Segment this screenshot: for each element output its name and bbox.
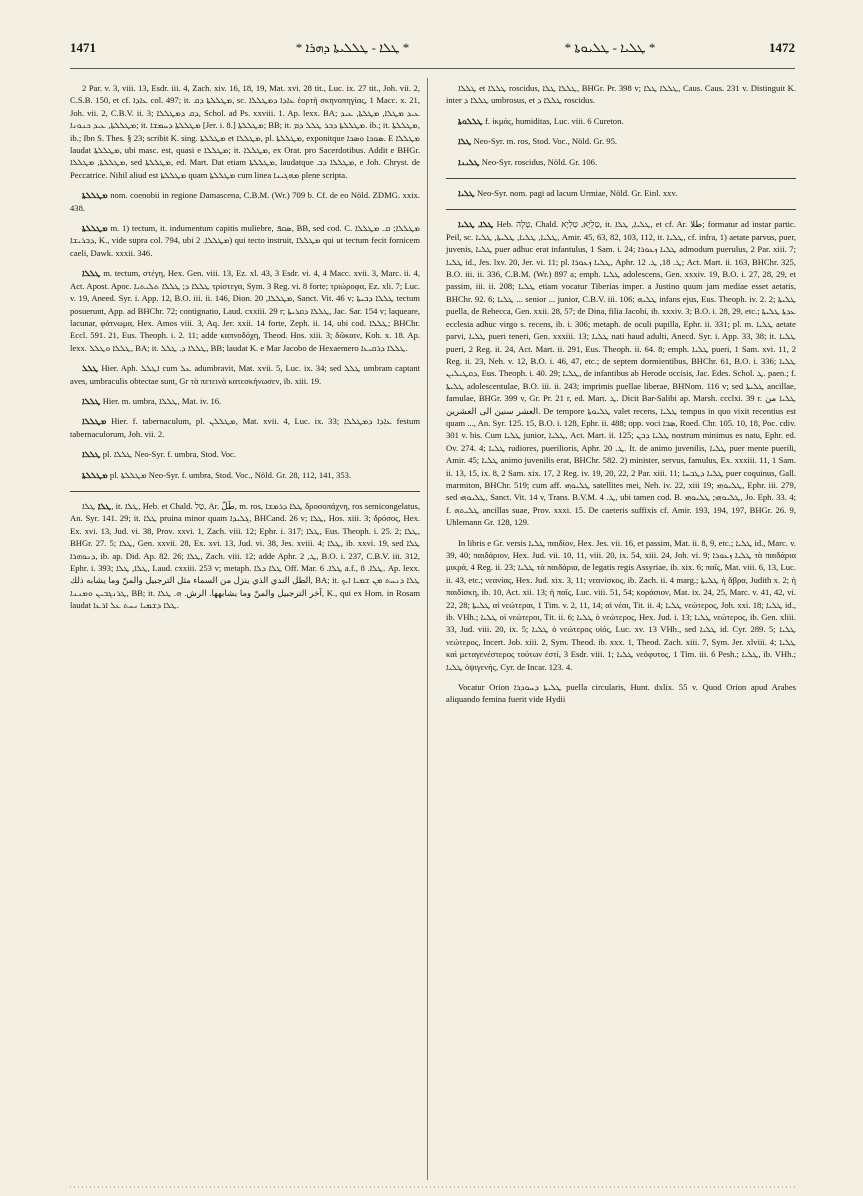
entry-text: ܛܠܠܐ et ܛܠܠܐ roscidus, ܛܠܠܐ ܛܠܐ, BHGr. Pr. 398 v; ܛܠܠܐ ܛܠܐ, Caus. Caus. 231 v. Distinguit K. inter ܛܠܠܐ ܕ umbrosus, et ܛܠܠܐ ܕ roscidus. [446,83,797,106]
entry-headword: ܛܠܝܢܐ [458,156,480,167]
entry-text: ܛܠܐ, it. ܛܠܐ, Heb. et Chald. טַל, Ar. طَلّ, m. ros, ܛܠܐ ܕܪܡܫܐ δροσοπάχνη, ros semicongelatus, An. Syr. 141. 29; it. ܛܠܐ pruina minor quam ܓܠܝܕܐ, BHCand. 26 v; ܛܠܐ, Hos. xiii. 3; δρόσος, Hex. Ex. xvi. 13, Jud. vi. 38, Prov. xxvi. 1, Zach. viii. 12; Ephr. i. 317; ܛܠܐ, Eus. Theoph. i. 25. 2; ܛܠܐ, BHGr. 27. 5; ܛܠܐ, Gen. xxvii. 28, Ex. xvi. 13, Jud. vi. 38, Jes. xviii. 4; ܛܠܐ, ib. xxvi. 19, sed ܛܠܐ ܕܢܘܗܪܐ, ib. ap. Did. Ap. 82. 26; ܛܠܐ, Zach. viii. 12; adde Aphr. ܛ, 2, B.O. i. 237, C.B.V. iii. 312, Ephr. i. 393; ܛܠܐ, ܛܠܐ, Laud. cxxiii. 253 v; metaph. ܛܠܐ ܕܠܐ Off. Mar. ܛܠܐ. 6 a.f., ܛܠܐ. 8. Ap. lexx. الطل الندي الذي ينزل من السماء مثل الترجبيل والمنّ وما يشابه ذلك, BA; it. ܛܠܐ ܕܢܚܬ ܡܢ ܫܡܝܐ ܐܝܟ ܛܪܢܓܒܝܢ ܘܡܢܢܐ, BB; it. آخر الترجبيل والمنّ وما يشابهها. الرش. ܗ. ܛܠܐ, K., qui ex Hom. in Rosam laudat ܛܠܐ ܕܫܡܝܐ ܢܚܬ ܥܠ ܐܪܥܐ. [70,500,421,611]
entry-text: Hier. Aph. ܐܛܠܠ cum ܥܠ adumbravit, Mat. xvii. 5, Luc. ix. 34; sed ܛܠܠ umbram captant aves, umbraculis obtectae sunt, Gr τὰ πετεινὰ κατεσκήνωσεν, ib. xiii. 19. [70,363,420,386]
left-column [70,82,420,620]
dictionary-entry [70,500,420,612]
entry-text: Vocatur Orion ܛܠܝܬܐ ܕܚܘܕܪܐ puella circularis, Hunt. dxlix. 55 v. Quod Orion apud Arabes aliquando femina fuerit vide Hydii [446,682,797,705]
dictionary-entry [70,469,420,481]
running-head-left: * ܛܠܐ - ܛܠܠܝܬܐ ܕܗܪܐ * [295,40,410,55]
right-column [446,82,796,714]
page-header [70,40,795,62]
page-number-right: 1472 [769,40,795,55]
entry-text: Neo-Syr. nom. pagi ad lacum Urmiae, Nöld. Gr. Einl. xxv. [476,188,678,199]
entry-divider [446,178,796,179]
entry-headword: ܛܠܠ [82,363,99,374]
dictionary-entry [70,82,420,181]
entry-text: m. 1) tectum, it. indumentum capitis muliebre, ܣܩܦ, BB, sed cod. C. ܡܛܠܠܐ; ܩ. ܡܛܠܠܐ ܕܒܪܝܫܐ, K., vide supra col. 794, ubi ܡܛܠܠܐ. 2) qui tecto instruit, ܡܛܠܠܐ qui ut tectum fecit fornicem caeli, Dawk. xxxii. 346. [70,223,421,258]
entry-headword: ܛܠܝܐ [458,188,475,199]
entry-text: pl. ܡܛܠܠܬܐ Neo-Syr. f. umbra, Stod. Voc., Nöld. Gr. 28, 112, 141, 353. [109,469,352,480]
column-divider [427,78,428,1180]
dictionary-entry [446,537,796,673]
entry-headword: ܛܠܐ [458,136,472,147]
entry-headword: ܛܠܐ, ܛܠܝܐ [458,219,494,230]
dictionary-entry [70,222,420,259]
entry-headword: ܡܛܠܠܬܐ [82,223,108,234]
dictionary-entry [446,135,796,147]
entry-headword: ܡܛܠܠܬܐ [82,469,108,480]
dictionary-entry [446,187,796,199]
header-rule [70,68,795,69]
dictionary-entry [70,189,420,214]
entry-headword: ܛܠܠܘܬܐ [458,115,483,126]
entry-text: Neo-Syr. m. ros, Stod. Voc., Nöld. Gr. 95. [473,136,618,147]
entry-text: f. ἰκμάς, humiditas, Luc. viii. 6 Cureton. [485,115,624,126]
dictionary-entry [446,681,796,706]
entry-text: Hier. m. umbra, ܛܠܠܐ, Mat. iv. 16. [102,395,222,406]
entry-divider [446,209,796,210]
entry-text: m. tectum, στέγη, Hex. Gen. viii. 13, Ez. xl. 43, 3 Esdr. vi. 4, 4 Macc. xvii. 3, Marc. ii. 4, Act. Apost. Apoc. ܛܠܠܐ ܕ; ܛܠܠܐ ܬܠܝܬܝܐ τρίστεγα, Sym. 3 Reg. vi. 8 forte; τριώροφα, Ez. xli. 7; Luc. v. 19, Aneed. Syr. i. App. 12, B.O. iii. ii. 146, Dion. ܡܛܠܠܐ, 20, Sanct. Vit. 46 v; ܛܠܠܐ ܕܒܝܬܐ tectum posuerunt, App. ad BHChr. 72; contignatio, Laud. cxxiii. 29 r; ܛܠܠܐ ܕܩܪܝܬܐ, Jac. Sar. 154 v; laqueare, lacunar, φάτνωμα, Hex. Amos viii. 3, Aq. Jer. xxii. 14 forte, Zeph. ii. 14, ubi cod. ܛܠܠܐ; BHChr. Eccl. 591. 21, Eus. Theoph. i. 2. 11; adde καπνοδόχη, Theod. Hos. xiii. 3; δῶκαιν, Koh. x. 18. Ap. lexx. ܛܠܠܐ ܘܛܠܠ, BA; it. ܛܠܠܐ ܕ. ܛܠܠ, BB; laudat K. e Mar Jacobo de Hexaemero ܛܠܠܐ ܕܪܩܝܥܐ. [70,268,421,353]
entry-text: nom. coenobii in regione Damascena, C.B.M. (Wr.) 709 b. Cf. de eo Nöld. ZDMG. xxix. 438. [70,190,420,213]
page-number-left: 1471 [70,40,96,55]
entry-headword: ܛܠܐ [97,500,112,511]
entry-headword: ܛܠܠܐ [82,449,101,460]
entry-text: pl. ܛܠܠܐ Neo-Syr. f. umbra, Stod. Voc. [102,449,236,460]
dictionary-entry [70,415,420,440]
dictionary-entry [70,362,420,387]
entry-headword: ܡܛܠܠܬܐ [82,190,108,201]
dictionary-entry [446,218,796,528]
entry-text: Heb. טָלֶה, Chald. טַלְיָא, טַלְיָא, it. ܛܠܝܐ, ܛܠܐ, et cf. Ar. طلا; formatur ad instar partic. Peil, sc. ܛܠܝܐ, ܛܠܝܐ, ܛܠܝܬܐ, ܛܠܝܐ, Amir. 45, 63, 82, 103, 112, it. ܛܠܝܐ, cf. infra, 1) aetate parvus, puer, juvenis, ܛܠܝܐ puer adhuc erat infantulus, 1 Sam. i. 24; ܛܠܝܐ ܙܥܘܪܐ admodum puerulus, 2 Par. xiii. 7; ܛܠܝܐ id., Jes. lxv. 20, Jer. vi. 11; pl. ܛܠܝܐ ܙܥܘܪܐ, Aphr. ܛ. 18, ܛ. 12; Act. Mart. ii. 163, BHChr. 325, B.O. iii. ii. 336, C.B.M. (Wr.) 897 a; emph. ܛܠܝܐ adolescens, Gen. xxxiv. 19, B.O. i. 27, 28, 29, et passim, iii. ii. 208; ܛܠܝܐ etiam vocatur Tiberias imper. a Justino quum jam mediae esset aetatis, BHChr. 92. 6; ܛܠܝܐ ... senior ... junior, C.B.V. iii. 106; ܛܠܝܗ infans ejus, Eus. Theoph. iv. 2. 2; ܛܠܝܬܐ puella, de Rebecca, Gen. xxii. 28, 57; de Dina, filia Jacobi, ib. xxxiv. 3; B.O. i. 28, 29, etc.; ܥܕܬܐ ܛܠܝܬܐ ecclesia adhuc virgo s. recens, ib. i. 306; metaph. de oculi pupilla, Ephr. ii. 331; pl. m. ܛܠܝܐ aetate parvi, ܛܠܝܐ pueri teneri, Gen. xxxiii. 13; ܛܠܝܐ nati haud adulti, Anecd. Syr. i. App. 33, 38; it. ܛܠܝܐ pueri, 2 Reg. ii. 24, Act. Mart. ii. 291, Eus. Theoph. ii. 64. 8; emph. ܛܠܝܐ pueri, 1 Sam. xvi. 11, 2 Reg. ii. 23, Neh. v. 12, B.O. i. 46, 47, etc.; de septem dormientibus, BHChr. 61, B.O. i. 336; ܛܠܝܐ ܕܩܛܝܠܝܢ, Eus. Theoph. i. 40. 29; ܛܠܝܐ, de infantibus ab Herode occisis, Jac. Edes. Schol. ܛ. paen.; f. ܛܠܝܬܐ adolescentulae, B.O. iii. ii. 243; imprimis puellae liberae, BHNom. 116 v; sed ܛܠܝܬܐ ancillae, famulae, BHGr. 399 v, Gr. Pr. 21 r, ed. Mart. ܛ. Dicit Bar-Salibi ap. Marsh. ccclxi. 39 r. ܛܠܝܐ من العشر سنين الى العشرين. De tempore ܛܠܝܘܬܐ valet recens, ܛܠܝܐ tempus in quo vixit recentius est quam ..., An. Syr. 125. 15, B.O. i. 128, Ephr. ii. 488; opp. voci ܣܒܐ, Roed. Chr. 105. 10, 18, Poc. cdiv. 301 v. bis. Cum ܛܠܝܐ junior, ܛܠܝܐ, Act. Mart. ii. 125; ܛܠܝܐ ܕܒܢ nostrum minimus es natu, Ephr. ed. Ov. 274. 4; ܛܠܝܐ rudiores, puerilioris, Aphr. ܛ. 20. It. de animo juvenilis, ܛܠܝܐ puer mente puerili, Amir. 45; ܛܠܝܐ animo juvenilis erat, BHChr. 582. 2) minister, servus, famulus, Ex. xxxiii. 11, 1 Sam. ii. 13, 15, ix. 8, 2 Sam. xix. 17, 2 Reg. iv. 19, 20, 22, 2 Par. xiii. 11; ܛܠܝܐ ܕܛܒܚܐ puer coquinus, Gall. marmiton, BHChr. 519; cum aff. ܛܠܝܘܗܝ satellites mei, Neh. iv. 22, xiii 19; ܛܠܝܘܗܝ, Ephr. iii. 279, sed ܛܠܝܘܗܝ, Sanct. Vit. 14 v, Trans. B.V.M. ܛ. 4, ubi tamen cod. B. ܛܠܝܘܗܝ; ܛܠܝܘܗܝ, Jo. Eph. 33. 4; f. ܛܠܝܬܗ ancillas suae, Prov. xxxi. 15. De caeteris suffixis cf. Amir. 193, 194, 197, BHGr. 26. 9, Uhlemann Gr. 128, 129. [446,219,797,528]
entry-text: Hier. f. tabernaculum, pl. ܡܛܠܠܢ, Mat. xvii. 4, Luc. ix. 33; ܥܐܕܐ ܕܡܛܠܠܐ festum tabernaculorum, Joh. vii. 2. [70,416,421,439]
entry-headword: ܡܛܠܠܐ [82,416,107,427]
entry-headword: ܛܠܠܐ [82,268,101,279]
dictionary-entry [446,115,796,127]
entry-text: Neo-Syr. roscidus, Nöld. Gr. 106. [481,156,598,167]
footer-dots [70,1185,795,1189]
dictionary-entry [70,395,420,407]
entry-text: 2 Par. v. 3, viii. 13, Esdr. iii. 4, Zach. xiv. 16, 18, 19, Mat. xvi. 28 tit., Luc. ix. 27 tit., Joh. vii. 2, C.S.B. 150, et cf. ܥܐܕܐ col. 497; it. ܡܛܠܠܬܐ ܕܩ, sc. ܥܐܕܐ ܕܡܛܠܠܐ ἑορτὴ σκηνοπηγίας, 1 Macc. x. 21, Joh. vii. 2, C.B.V. ii. 3; ܕܩ ܕܡܛܠܠܐ, Schol. ad Ps. xxviii. 1. Ap. lexx. BA; ܥܝܕ ܡܛܠܐ, ܡܛܠܬܐ, ܥܝܕ ܡܛܠܠܬܐ, ܥܝܕ ܟܢܘܢܐ; it. ܡܛܠܠܬܐ ܕܚܡܫܐ [Jer. i. 8.] ܡܛܠܠܬܐ; BB; it. ܡܛܠܠܬܐ ܕܒܪ ܛܠܠ ܕܡ. ib.; it. ܡܛܠܠܬܐ, ib.; Ibn S. Thes. § 23; scribit K. sing. ܡܛܠܠܬܐ et ܡܛܠܠܐ, pl. ܡܛܠܠܬܐ, exponitque ܣܘܟܐ ܘܣܟܐ. E ܡܛܠܠܐ laudat ܡܛܠܠܬܐ, ubi masc. est, quasi e ܡܛܠܠܐ; it. ܡܛܠܠܐ, ex Orat. pro Sacerdotibus. Addit e BHGr. ܡܛܠܠܬܐ, ܡܛܠܠܐ, sed ܡܛܠܠܬܐ, ed. Mart. Dat etiam ܡܛܠܠܬܐ, laudatque ܡܛܠܠܐ ܕܒ, e Joh. Chryst. de Peccatrice. Nihil aliud est ܡܛܠܠܬܐ quam ܡܛܠܠܬܐ cum linea ܡܗܓܝܢܐ plene scripta. [70,83,421,180]
dictionary-entry [446,156,796,168]
entry-divider [70,491,420,492]
entry-text: In libris e Gr. versis ܛܠܝܐ παιδίον, Hex. Jes. vii. 16, et passim, Mat. ii. 8, 9, etc.; ܛܠܝܐ id., Marc. v. 39, 40; παιδάριον, Hex. Jud. vii. 10, 11, viii. 20, ix. 54, xiii. 24, Joh. vi. 9; ܛܠܝܐ ܙܥܘܪܐ τὰ παιδάρια μικρά, 4 Reg. ii. 23; ܛܠܝܐ τὰ παιδάρια, de legatis regis Assyriae, ib. xix. 6; παῖς, Mat. viii. 6, 13, Luc. ii. 43, etc.; νεανίας, Hex. Jud. xix. 3, 11; νεανίσκος, ib. Zach. ii. 4 marg.; ܛܠܝܬܐ ἡ ἅβρα, Judith x. 2; ἡ παιδίσκη, ib. 10, Act. xii. 13; ἡ παῖς, Luc. viii. 51, 54; κοράσιον, Mat. ix. 24, 25, Marc. v. 41, 42, vi. 22, 28; ܛܠܝܬܐ αἱ νεώτεραι, 1 Tim. v. 2, 11, 14; αἱ νέαι, Tit. ii. 4; ܛܠܝܐ νεώτερος, Joh. xxi. 18; ܛܠܝܐ id., ib. VHh.; ܛܠܝܐ οἱ νεώτεροι, Tit. ii. 6; ܛܠܝܐ ὁ νεώτερος, Hex. Jud. i. 13; ܛܠܝܐ νεώτερος, ib. Gen. xliii. 33, Jud. viii. 20, ix. 5; ܛܠܝܐ ὁ νεώτερος υἱός, Luc. xv. 13 VHh., sed ܛܠܝܐ id. Cyr. 289. 5; ܛܠܝܐ νεώτερος, Incert. Job. xiii. 2, Sym. Theod. ib. xxx. 1, Theod. Zach. xiii. 7, Sym. Jer. xlviii. 4; ܛܠܝܐ καὶ μεταγενέστερος τούτων ἐστί, 3 Esdr. viii. 1; ܛܠܝܐ νεόφυτος, 1 Tim. iii. 6 Pesh.; ܛܠܝܐ, ib. VHh.; ܛܠܝܐ ὀψιγενής, Cyr. de Incar. 123. 4. [446,537,797,672]
dictionary-entry [446,82,796,107]
dictionary-entry [70,267,420,354]
entry-headword: ܛܠܠܐ [82,395,101,406]
dictionary-entry [70,448,420,460]
running-head-right: * ܛܠܝܐ - ܛܠܝܘܬܐ * [564,40,656,55]
